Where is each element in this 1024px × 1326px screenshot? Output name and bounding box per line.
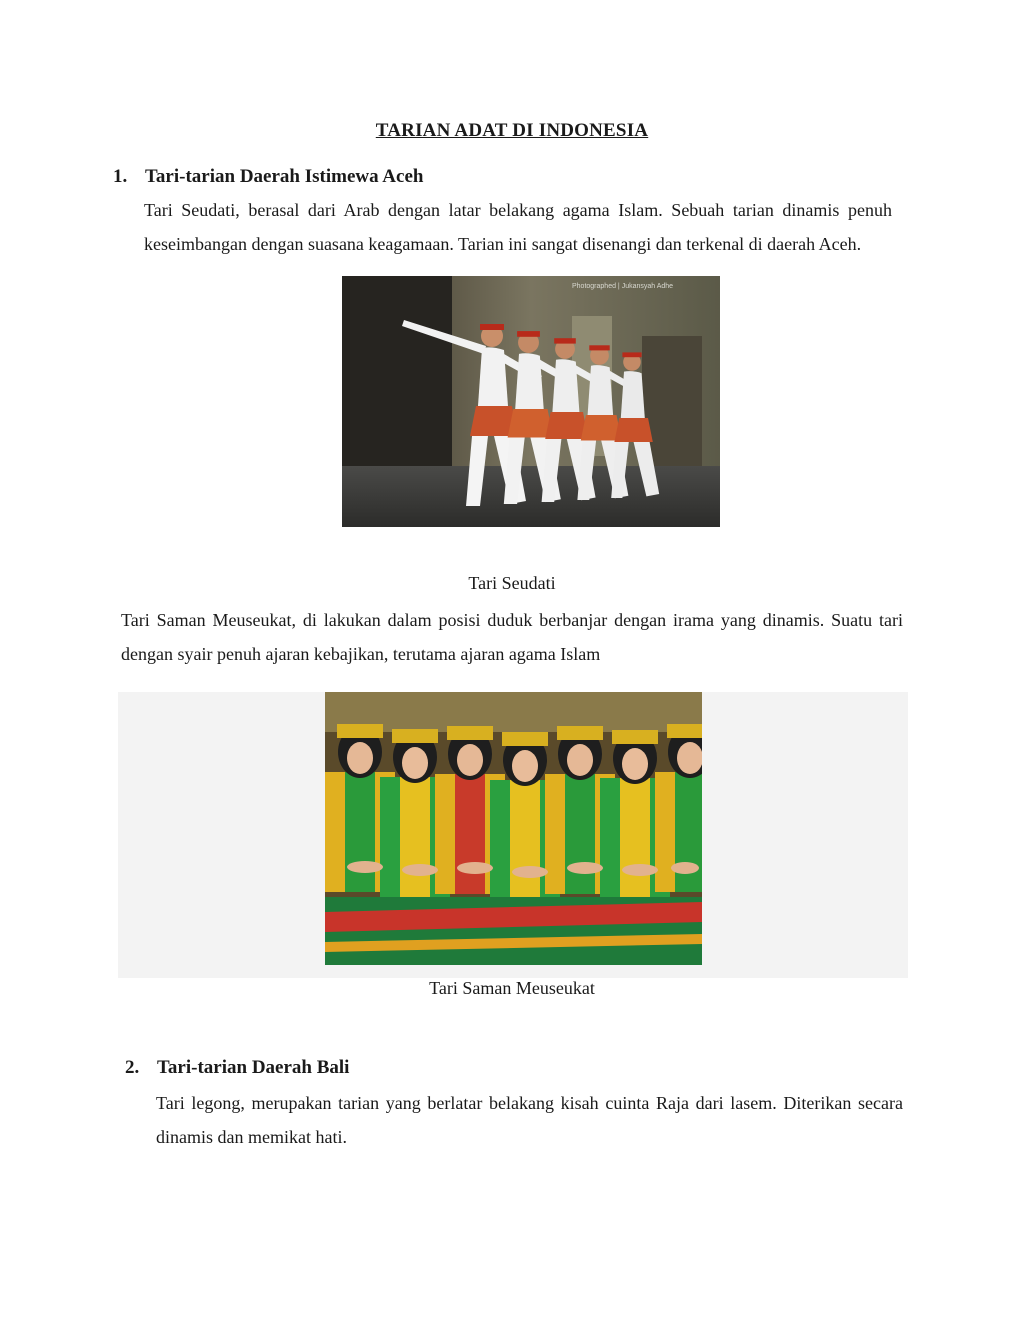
page-title: TARIAN ADAT DI INDONESIA [375, 120, 649, 141]
section-1-number: 1. [113, 166, 128, 187]
tari-saman-caption: Tari Saman Meuseukat [429, 978, 595, 998]
photo-watermark: Photographed | Jukansyah Adhe [572, 283, 674, 290]
tari-saman-photo [325, 692, 702, 965]
section-2-heading [125, 1057, 349, 1079]
section-1-heading [113, 166, 423, 188]
tari-seudati-caption: Tari Seudati [468, 573, 556, 593]
section-1-paragraph-1: Tari Seudati, berasal dari Arab dengan latar belakang agama Islam. Sebuah tarian dinamis penuh keseimbangan dengan suasana keagamaan. Tarian ini sangat disenangi dan terkenal di daerah Aceh. [144, 200, 892, 254]
section-1-title: Tari-tarian Daerah Istimewa Aceh [145, 166, 424, 187]
section-2-paragraph-1: Tari legong, merupakan tarian yang berlatar belakang kisah cuinta Raja dari lasem. Diterikan secara dinamis dan memikat hati. [156, 1093, 903, 1147]
section-1-paragraph-2: Tari Saman Meuseukat, di lakukan dalam posisi duduk berbanjar dengan irama yang dinamis. Suatu tari dengan syair penuh ajaran kebajikan, terutama ajaran agama Islam [121, 610, 903, 664]
tari-seudati-photo [342, 276, 720, 527]
section-2-title: Tari-tarian Daerah Bali [157, 1057, 350, 1078]
section-2-number: 2. [125, 1057, 140, 1078]
